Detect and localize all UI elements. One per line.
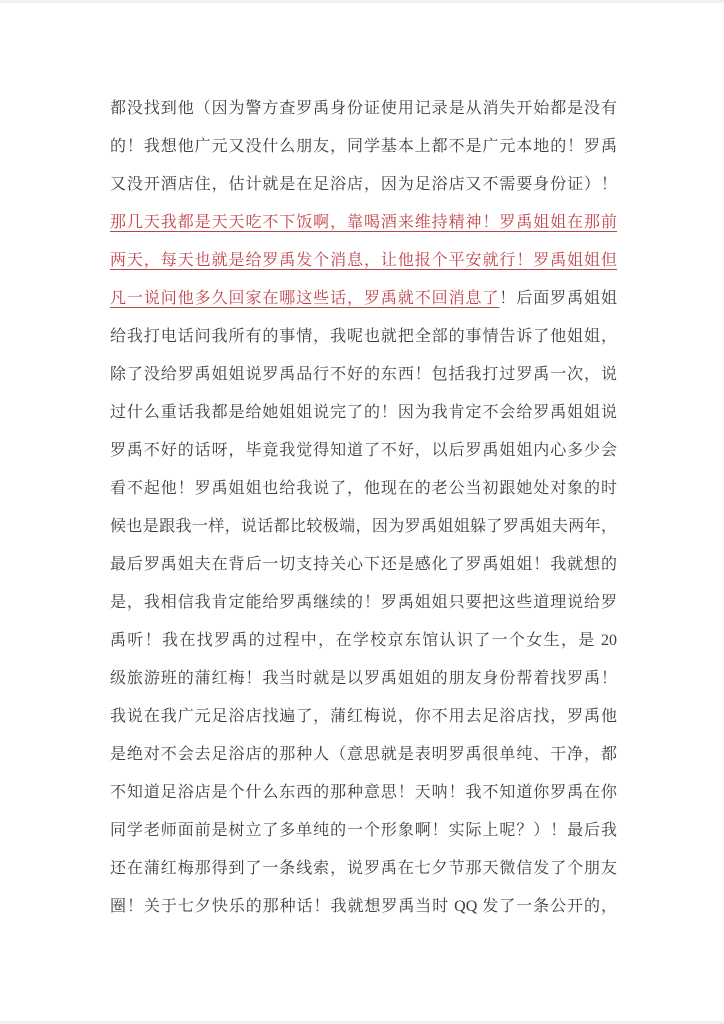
text-segment: 圈！关于七夕快乐的那种话！我就想罗禹当时 QQ 发了一条公开的， [110,898,617,915]
highlighted-text-segment: 两天，每天也就是给罗禹发个消息，让他报个平安就行！罗禹姐姐但 [110,252,617,269]
text-line [110,280,617,318]
text-line [110,812,617,850]
text-line [110,698,617,736]
text-segment: 的！我想他广元又没什么朋友，同学基本上都不是广元本地的！罗禹 [110,138,617,155]
text-segment: 除了没给罗禹姐姐说罗禹品行不好的东西！包括我打过罗禹一次，说 [110,366,617,383]
document-body [110,90,617,926]
text-line [110,128,617,166]
text-segment: 最后罗禹姐夫在背后一切支持关心下还是感化了罗禹姐姐！我就想的 [110,556,617,573]
highlighted-text-segment: 凡一说问他多久回家在哪这些话，罗禹就不回消息了 [110,290,500,307]
text-segment: 又没开酒店住，估计就是在足浴店，因为足浴店又不需要身份证）！ [110,176,617,193]
text-line [110,242,617,280]
text-line [110,204,617,242]
text-line [110,660,617,698]
text-line [110,508,617,546]
text-line [110,622,617,660]
text-line [110,470,617,508]
text-line [110,850,617,888]
text-segment: 是绝对不会去足浴店的那种人（意思就是表明罗禹很单纯、干净，都 [110,746,617,763]
text-line [110,356,617,394]
text-segment: 是，我相信我肯定能给罗禹继续的！罗禹姐姐只要把这些道理说给罗 [110,594,617,611]
text-line [110,166,617,204]
text-segment: 还在蒲红梅那得到了一条线索，说罗禹在七夕节那天微信发了个朋友 [110,860,617,877]
text-line [110,90,617,128]
text-segment: 禹听！我在找罗禹的过程中，在学校京东馆认识了一个女生，是 20 [110,632,617,649]
text-segment: 都没找到他（因为警方查罗禹身份证使用记录是从消失开始都是没有 [110,100,617,117]
text-segment: 罗禹不好的话呀，毕竟我觉得知道了不好，以后罗禹姐姐内心多少会 [110,442,617,459]
text-segment: 候也是跟我一样，说话都比较极端，因为罗禹姐姐躲了罗禹姐夫两年， [110,518,617,535]
text-line [110,394,617,432]
text-line [110,546,617,584]
text-segment: 过什么重话我都是给她姐姐说完了的！因为我肯定不会给罗禹姐姐说 [110,404,617,421]
text-line [110,432,617,470]
text-segment: 给我打电话问我所有的事情，我呢也就把全部的事情告诉了他姐姐， [110,328,617,345]
page-top-edge [0,0,724,3]
text-segment: ！后面罗禹姐姐 [499,290,617,307]
text-segment: 同学老师面前是树立了多单纯的一个形象啊！实际上呢？）！最后我 [110,822,617,839]
text-line [110,888,617,926]
text-line [110,736,617,774]
text-segment: 级旅游班的蒲红梅！我当时就是以罗禹姐姐的朋友身份帮着找罗禹！ [110,670,617,687]
text-segment: 不知道足浴店是个什么东西的那种意思！天呐！我不知道你罗禹在你 [110,784,617,801]
text-segment: 看不起他！罗禹姐姐也给我说了，他现在的老公当初跟她处对象的时 [110,480,617,497]
text-line [110,774,617,812]
highlighted-text-segment: 那几天我都是天天吃不下饭啊，靠喝酒来维持精神！罗禹姐姐在那前 [110,214,617,231]
text-segment: 我说在我广元足浴店找遍了，蒲红梅说，你不用去足浴店找，罗禹他 [110,708,617,725]
text-line [110,584,617,622]
text-line [110,318,617,356]
